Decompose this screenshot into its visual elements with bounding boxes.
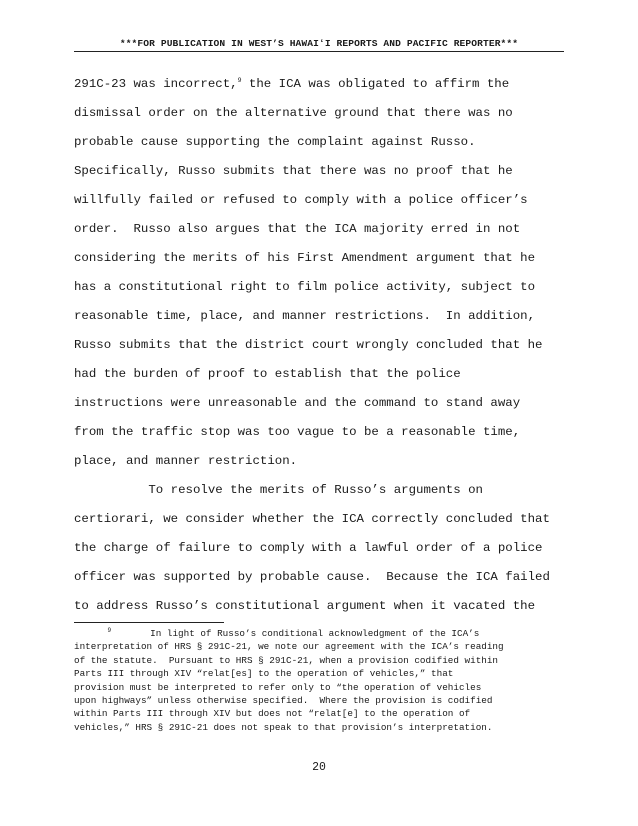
- footnote-line: [74, 627, 564, 640]
- body-line: dismissal order on the alternative ground that there was no: [74, 106, 513, 120]
- body-line: reasonable time, place, and manner restrictions. In addition,: [74, 309, 536, 323]
- body-text-segment: 291C-23 was incorrect,: [74, 77, 238, 91]
- body-line: instructions were unreasonable and the command to stand away: [74, 396, 521, 410]
- body-line: considering the merits of his First Amendment argument that he: [74, 251, 536, 265]
- body-text: [74, 70, 564, 621]
- footnote: [74, 627, 564, 734]
- body-line: Russo submits that the district court wrongly concluded that he: [74, 338, 543, 352]
- footnote-marker: 9: [107, 627, 112, 634]
- body-line: to address Russo’s constitutional argument when it vacated the: [74, 599, 536, 613]
- body-line: place, and manner restriction.: [74, 454, 298, 468]
- body-line: To resolve the merits of Russo’s arguments on: [74, 483, 483, 497]
- body-line: officer was supported by probable cause. Because the ICA failed: [74, 570, 550, 584]
- body-line: has a constitutional right to film police activity, subject to: [74, 280, 536, 294]
- body-line: order. Russo also argues that the ICA majority erred in not: [74, 222, 521, 236]
- body-line: willfully failed or refused to comply with a police officer’s: [74, 193, 528, 207]
- body-line: certiorari, we consider whether the ICA correctly concluded that: [74, 512, 550, 526]
- footnote-line: of the statute. Pursuant to HRS § 291C-21, when a provision codified within: [74, 654, 499, 666]
- header-rule: [74, 51, 564, 52]
- body-line: had the burden of proof to establish that the police: [74, 367, 461, 381]
- running-header: ***FOR PUBLICATION IN WEST’S HAWAIʻI REPORTS AND PACIFIC REPORTER***: [119, 38, 519, 49]
- footnote-line: interpretation of HRS § 291C-21, we note our agreement with the ICA’s reading: [74, 641, 504, 653]
- footnote-line: within Parts III through XIV but does not “relat[e] to the operation of: [74, 708, 471, 720]
- body-line: from the traffic stop was too vague to be a reasonable time,: [74, 425, 521, 439]
- footnote-line: upon highways” unless otherwise specified. Where the provision is codified: [74, 694, 493, 706]
- body-line: the charge of failure to comply with a lawful order of a police: [74, 541, 543, 555]
- body-line: probable cause supporting the complaint against Russo.: [74, 135, 476, 149]
- footnote-separator: [74, 622, 224, 623]
- page-number: 20: [312, 761, 326, 774]
- body-line: Specifically, Russo submits that there was no proof that he: [74, 164, 513, 178]
- footnote-line: Parts III through XIV “relat[es] to the operation of vehicles,” that: [74, 668, 454, 680]
- footnote-line: vehicles,” HRS § 291C-21 does not speak to that provision’s interpretation.: [74, 721, 493, 733]
- footnote-reference[interactable]: 9: [237, 77, 242, 84]
- body-text-segment: the ICA was obligated to affirm the: [241, 77, 510, 91]
- body-line: [74, 70, 564, 99]
- footnote-line: provision must be interpreted to refer only to “the operation of vehicles: [74, 681, 482, 693]
- footnote-text-segment: In light of Russo’s conditional acknowledgment of the ICA’s: [111, 628, 480, 639]
